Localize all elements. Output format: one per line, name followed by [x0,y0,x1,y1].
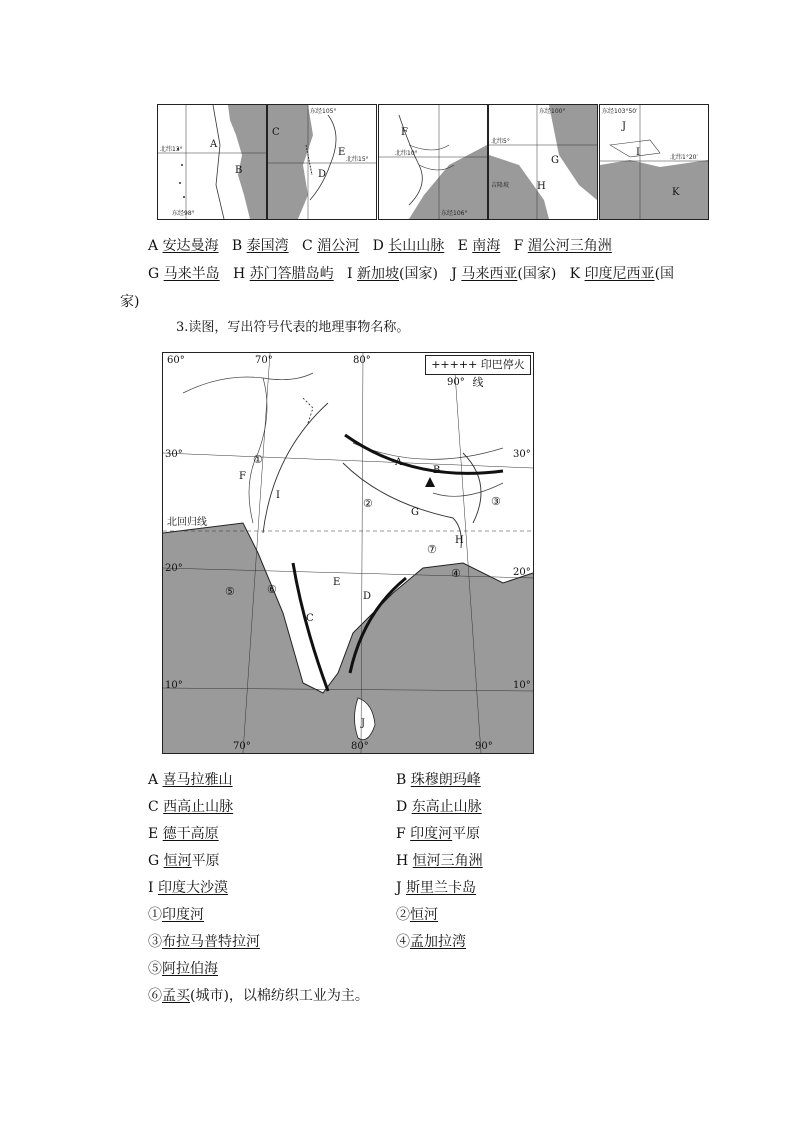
answer-prefix: D [396,799,412,815]
answer-row [148,878,668,905]
map-label-h: H [455,535,464,546]
map-label-d: D [363,591,372,602]
map-label-a: A [395,457,403,468]
map-legend: +++++ 印巴停火线 [425,355,531,375]
answer-prefix: J [396,880,407,896]
answer-cell [396,770,481,790]
mini-map-5 [599,104,709,220]
answer-suffix [359,238,372,254]
mini2-label-e: E [338,147,346,158]
mini5-label-i: I [636,147,640,158]
answer-cell [148,824,219,844]
map-circle-7: ⑦ [427,543,437,556]
map-circle-2: ② [363,497,373,510]
answer-text: 印度尼西亚 [584,266,655,282]
mini-map-3 [378,104,488,220]
mini4-lat: 北纬5° [491,138,510,145]
mini-map-3-drawing [379,105,487,219]
answer-row [148,905,668,932]
answer-prefix: A [148,238,163,254]
answer-text: 德干高原 [162,826,219,842]
answer-suffix [444,238,457,254]
answer-text: 马来西亚 [461,266,518,282]
answer-text: 孟买 [162,988,190,1004]
answer-text: 湄公河三角洲 [527,238,612,254]
answer-text: 印度大沙漠 [157,880,228,896]
lon-label-90-bottom: 90° [475,741,493,752]
mini2-label-d: D [318,169,327,180]
answer-prefix: F [396,826,411,842]
mini4-city: 吉隆坡 [491,182,510,189]
map-label-e: E [333,577,341,588]
mini5-lon: 东经103°50′ [602,108,638,115]
answer-suffix [219,238,232,254]
mini-map-1 [157,104,267,220]
answer-cell [396,905,438,925]
answer-prefix: I [347,266,358,282]
mini-map-1-drawing [158,105,266,219]
answer-prefix: E [148,826,163,842]
answer-text: 珠穆朗玛峰 [410,772,481,788]
lat-label-30-right: 30° [513,449,531,460]
answer-text: 恒河 [163,853,192,869]
tropic-label: 北回归线 [167,517,207,528]
answer-text: 新加坡 [357,266,400,282]
answer-cell [148,851,220,871]
answer-text: 恒河 [410,907,438,923]
answer-prefix: B [396,772,411,788]
mini3-lat: 北纬10° [395,150,418,157]
answer-cell [148,770,233,790]
answer-cell [148,959,218,979]
answer-prefix: F [513,238,528,254]
answer-text: 孟加拉湾 [410,934,466,950]
mini2-lat: 北纬15° [346,156,369,163]
answer-cell [396,824,480,844]
answer-text: 苏门答腊岛屿 [249,266,334,282]
lon-label-90: 90° [447,377,465,388]
answer-text: 安达曼海 [162,238,219,254]
answer-cell [148,932,260,952]
map-circle-6: ⑥ [267,583,277,596]
mini2-lon: 东经105° [310,108,337,115]
answer-cell [396,797,482,817]
mini3-label-f: F [401,127,408,138]
answer-text: 斯里兰卡岛 [406,880,477,896]
lon-label-80: 80° [353,355,371,366]
answer-prefix: G [148,853,164,869]
mini4-lon: 东经100° [539,108,566,115]
mini4-label-h: H [537,181,546,192]
answer-text: 马来半岛 [163,266,220,282]
question-3-title: 3.读图，写出符号代表的地理事物名称。 [176,320,410,335]
answer-text: 泰国湾 [246,238,289,254]
answer-text: 喜马拉雅山 [162,772,233,788]
answer-prefix: ⑤ [148,961,162,977]
answer-line-2 [148,264,674,284]
india-map [162,352,534,754]
map-label-j: J [361,718,366,729]
answer-prefix: ⑥ [148,988,162,1004]
lon-label-70-bottom: 70° [233,741,251,752]
answer-text: 湄公河 [317,238,360,254]
lon-label-70: 70° [255,355,273,366]
lat-label-30: 30° [165,449,183,460]
answer-suffix: 平原 [191,853,220,869]
answer-prefix: H [396,853,413,869]
answer-row [148,797,668,824]
map-circle-4: ④ [451,567,461,580]
map-label-f: F [239,471,246,482]
answer-prefix: I [148,880,158,896]
lon-label-60: 60° [167,355,185,366]
answer-prefix: ③ [148,934,162,950]
answer-prefix: D [372,238,389,254]
lat-label-20-right: 20° [513,567,531,578]
answer-cell [148,986,369,1006]
answer-suffix [289,238,302,254]
map-circle-3: ③ [491,495,501,508]
answer-text: 印度河 [410,826,453,842]
mini2-label-c: C [272,127,280,138]
lat-label-10-right: 10° [513,680,531,691]
mini1-label-b: B [235,165,243,176]
lat-label-20: 20° [165,563,183,574]
answer-prefix: E [457,238,473,254]
answer-grid [148,770,668,1013]
answer-prefix: H [233,266,250,282]
lon-label-80-bottom: 80° [351,741,369,752]
map-circle-1: ① [253,453,263,466]
answer-text: 西高止山脉 [163,799,234,815]
answer-text: 阿拉伯海 [162,961,218,977]
mini-map-2 [267,104,377,220]
answer-text: 南海 [472,238,501,254]
answer-cell [148,878,228,898]
answer-prefix: ① [148,907,162,923]
answer-row [148,770,668,797]
answer-line-3: 家) [120,294,140,310]
answer-prefix: B [231,238,247,254]
answer-prefix: C [302,238,318,254]
answer-suffix: (国家) [517,266,570,282]
answer-prefix: K [569,266,585,282]
mini5-label-j: J [622,121,627,132]
answer-text: 长山山脉 [388,238,445,254]
answer-cell [396,851,483,871]
answer-prefix: A [148,772,163,788]
answer-text: 印度河 [162,907,204,923]
answer-cell [396,878,476,898]
answer-prefix: C [148,799,164,815]
answer-text: 布拉马普特拉河 [162,934,260,950]
answer-text: 恒河三角洲 [412,853,483,869]
answer-suffix: (国 [654,266,675,282]
answer-cell [148,797,233,817]
map-label-b: B [433,465,441,476]
lat-label-10: 10° [165,680,183,691]
map-circle-5: ⑤ [225,585,235,598]
map-label-g: G [411,507,419,518]
mini-map-4 [488,104,598,220]
answer-row [148,824,668,851]
answer-suffix: 平原 [452,826,481,842]
answer-row [148,851,668,878]
india-map-drawing [163,353,533,753]
answer-row [148,932,668,959]
map-label-c: C [306,613,314,624]
answer-line-1 [148,236,612,256]
answer-row [148,959,668,986]
answer-prefix: G [148,266,164,282]
answer-suffix [220,266,233,282]
answer-text: 东高止山脉 [411,799,482,815]
mini-map-2-drawing [268,105,376,219]
mini1-lat: 北纬13° [160,146,183,153]
answer-prefix: ④ [396,934,410,950]
answer-suffix: (城市)，以棉纺织工业为主。 [190,988,369,1004]
answer-suffix [500,238,513,254]
mini1-lon: 东经98° [172,210,195,217]
mini5-label-k: K [672,187,680,198]
map-label-i: I [276,490,280,501]
answer-cell [148,905,204,925]
answer-suffix: (国家) [399,266,452,282]
answer-prefix: ② [396,907,410,923]
mini1-label-a: A [210,139,218,150]
answer-row [148,986,668,1013]
answer-cell [396,932,466,952]
answer-suffix [334,266,347,282]
mini-map-4-drawing [489,105,597,219]
mini4-label-g: G [551,155,559,166]
answer-prefix: J [451,266,462,282]
mini3-lon: 东经106° [441,210,468,217]
mini-map-5-drawing [600,105,708,219]
mini5-lat: 北纬1°20′ [670,154,698,161]
